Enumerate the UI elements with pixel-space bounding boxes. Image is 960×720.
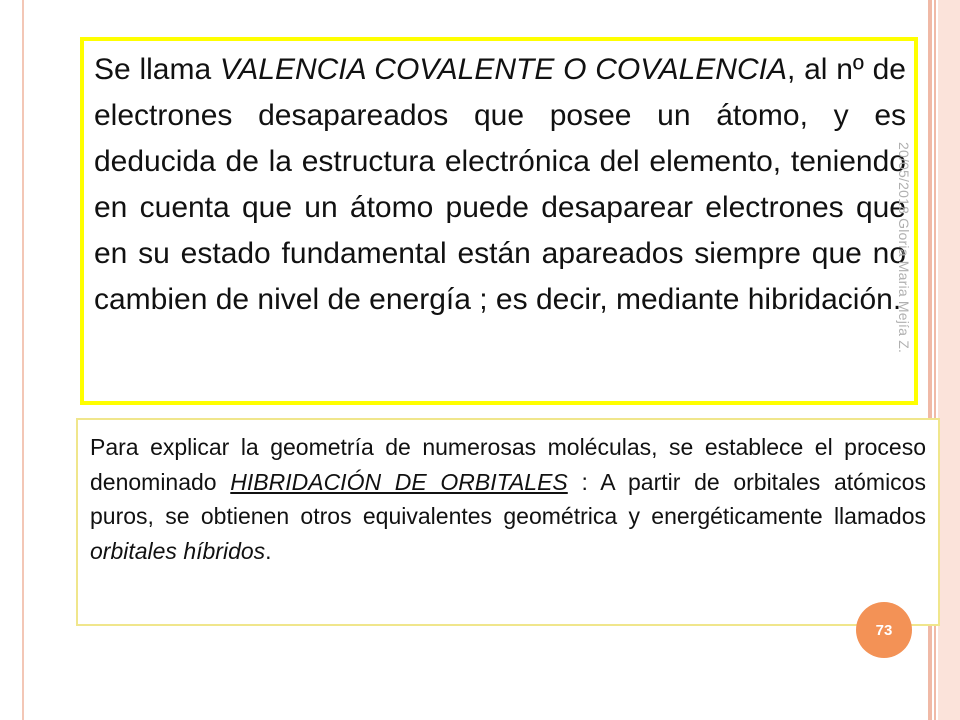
main-definition-box xyxy=(80,37,918,405)
stripe xyxy=(938,0,960,720)
sub-text-part1: Para explicar la geometría de numerosas moléculas, se establece el proceso denominado xyxy=(90,434,926,495)
sub-text-term: HIBRIDACIÓN DE ORBITALES xyxy=(230,468,568,495)
sub-text-term2: orbitales híbridos xyxy=(90,537,266,564)
sub-text-part3: . xyxy=(265,537,272,564)
page-number: 73 xyxy=(875,621,893,639)
left-border-line xyxy=(22,0,24,720)
hybridization-box xyxy=(76,418,940,626)
main-definition-text xyxy=(94,47,906,323)
main-text-part1: Se llama xyxy=(94,53,220,86)
side-label: 20/05/2018 Gloria Maria Mejía Z. xyxy=(896,142,912,354)
main-text-part2: , al nº de electrones desapareados que posee un átomo, y es deducida de la estructura electrónica del elemento, teniendo en cuenta que un átomo puede desaparear electrones que en su estado fundamental están apareados siempre que no cambien de nivel de energía ; es decir, mediante hibridación. xyxy=(94,53,906,316)
main-text-term: VALENCIA COVALENTE O COVALENCIA xyxy=(219,53,787,86)
page-number-badge xyxy=(856,602,912,658)
sub-text-part2: : A partir de orbitales atómicos puros, se obtienen otros equivalentes geométrica y energéticamente llamados xyxy=(90,468,926,529)
hybridization-text xyxy=(90,430,926,568)
side-date-author xyxy=(890,142,918,404)
